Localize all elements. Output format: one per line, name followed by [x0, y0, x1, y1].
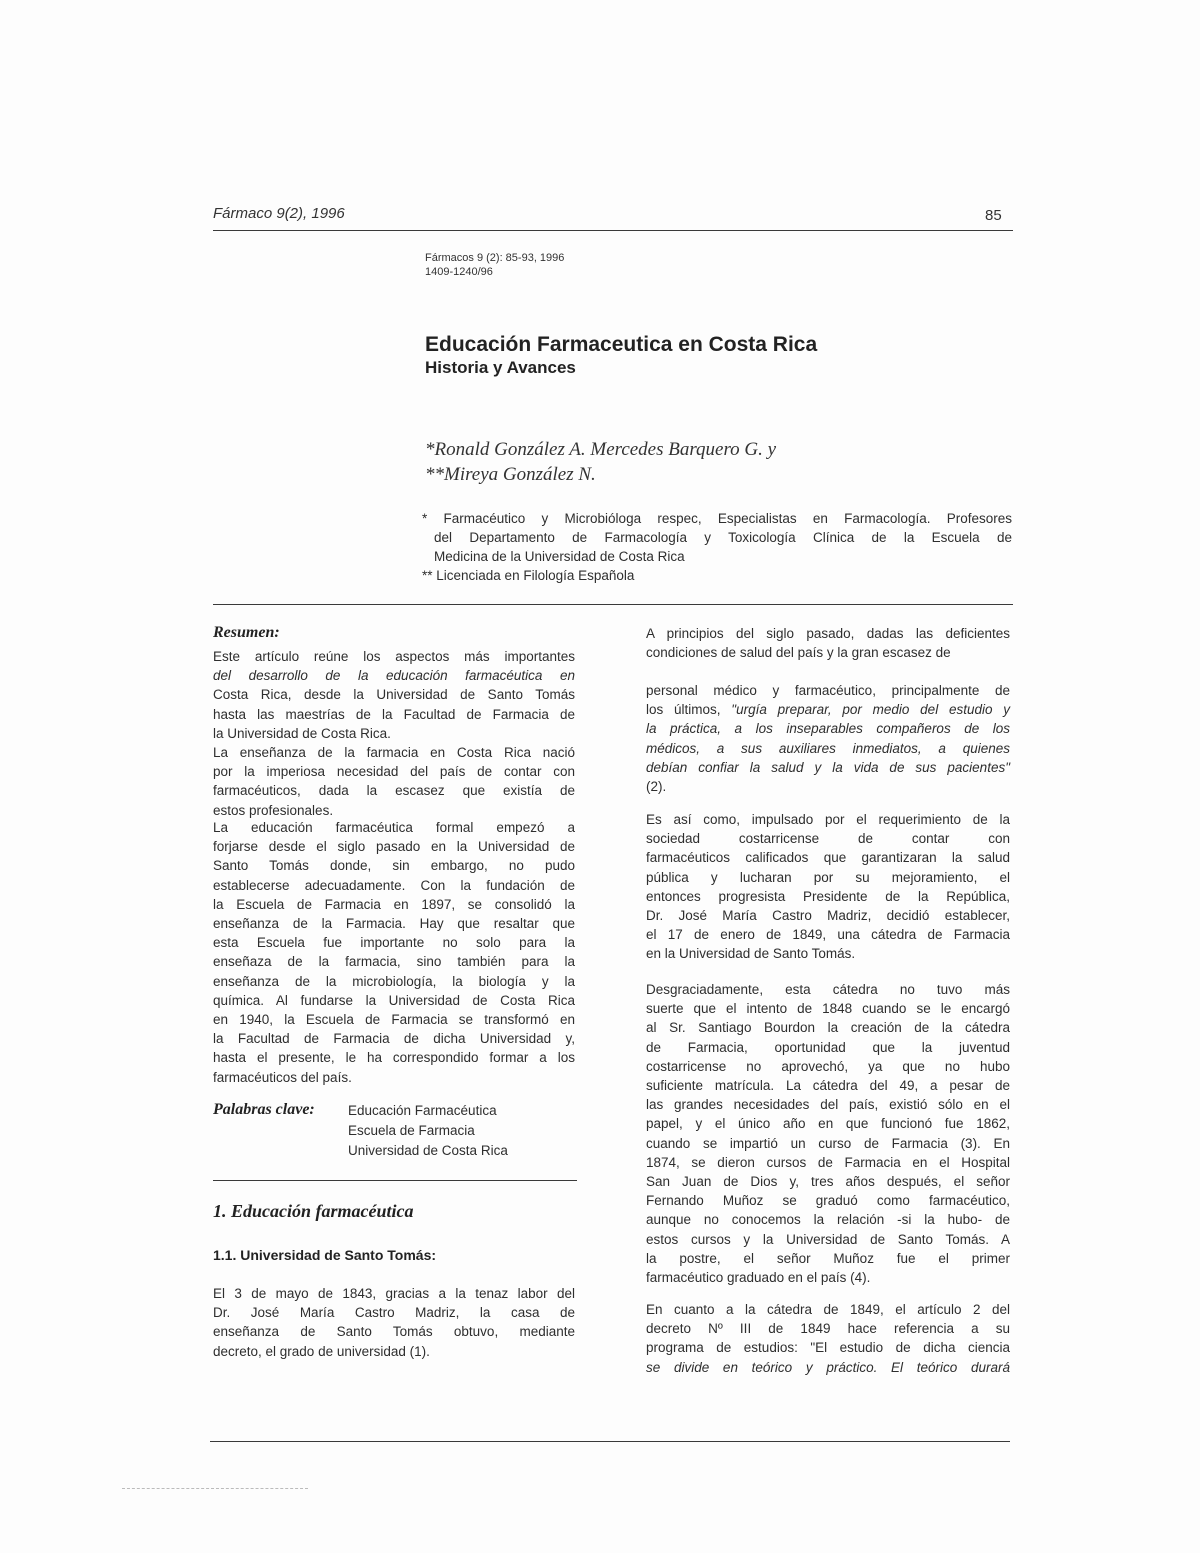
- section1-paragraph-1: [213, 1284, 575, 1361]
- text-line: en 1940, la Escuela de Farmacia se transformó en: [213, 1012, 575, 1028]
- text-line: Dr. José María Castro Madriz, decidió establecer,: [646, 908, 1010, 924]
- text-line: farmacéuticos, dada la escasez que existía de: [213, 783, 575, 799]
- article-subtitle: Historia y Avances: [425, 358, 576, 377]
- text-line: La enseñanza de la farmacia en Costa Rica nació: [213, 745, 575, 760]
- keyword-item: Escuela de Farmacia: [348, 1123, 475, 1138]
- text-line: enseñanza de Santo Tomás obtuvo, mediante: [213, 1324, 575, 1340]
- keywords-label: Palabras clave:: [213, 1101, 315, 1118]
- text-line: al Sr. Santiago Bourdon la creación de la cátedra: [646, 1020, 1010, 1036]
- section-divider: [213, 604, 1013, 605]
- text-line: en la Universidad de Santo Tomás.: [646, 946, 856, 962]
- affiliation-block: [422, 509, 1012, 585]
- text-line: forjarse desde el siglo pasado en la Universidad de: [213, 839, 575, 855]
- quote-line: debían confiar la salud y la vida de sus pacientes": [646, 759, 1010, 775]
- text-line: hasta el presente, le ha correspondido formar a los: [213, 1050, 575, 1066]
- keywords-list: [348, 1101, 508, 1161]
- text-line: Santo Tomás donde, sin embargo, no pudo: [213, 858, 575, 874]
- text-line: farmacéutico graduado en el país (4).: [646, 1270, 871, 1286]
- affiliation-line: * Farmacéutico y Microbióloga respec, Especialistas en Farmacología. Profesores: [422, 511, 1012, 526]
- abstract-paragraph-3: [213, 818, 575, 1087]
- keyword-item: Universidad de Costa Rica: [348, 1143, 508, 1158]
- header-rule: [213, 230, 1013, 231]
- text-line: las grandes necesidades del país, existió sólo en el: [646, 1097, 1010, 1113]
- text-line: 1874, se dieron cursos de Farmacia en el Hospital: [646, 1154, 1010, 1170]
- text-line: se divide en teórico y práctico. El teórico durará: [646, 1359, 1010, 1375]
- text-line: San Juan de Dios y, tres años después, el señor: [646, 1174, 1010, 1190]
- affiliation-secondary: ** Licenciada en Filología Española: [422, 568, 635, 583]
- publication-info: [425, 251, 564, 279]
- text-line: la Facultad de Farmacia de dicha Universidad y,: [213, 1031, 575, 1047]
- text-line: esta Escuela fue importante no solo para la: [213, 935, 575, 951]
- text-line: aunque no conocemos la relación -si la hubo- de: [646, 1212, 1010, 1228]
- text-line: del desarrollo de la educación farmacéutica en: [213, 668, 575, 684]
- text-line: hasta las maestrías de la Facultad de Farmacia de: [213, 706, 575, 722]
- text-line: enseñanza de la Farmacia. Hay que resaltar que: [213, 916, 575, 932]
- text-line: En cuanto a la cátedra de 1849, el artículo 2 del: [646, 1302, 1010, 1317]
- text-line: condiciones de salud del país y la gran escasez de: [646, 645, 951, 661]
- affiliation-line: del Departamento de Farmacología y Toxicología Clínica de la Escuela de: [434, 530, 1012, 545]
- abstract-paragraph-1: [213, 647, 575, 743]
- text-line: la Universidad de Costa Rica.: [213, 725, 391, 741]
- text-line: sociedad costarricense de contar con: [646, 831, 1010, 847]
- text-line: Este artículo reúne los aspectos más importantes: [213, 649, 575, 664]
- text-line: decreto Nº III de 1849 hace referencia a su: [646, 1321, 1010, 1337]
- text-line: personal médico y farmacéutico, principalmente de: [646, 683, 1010, 698]
- footer-rule: [210, 1441, 1010, 1442]
- quote-fragment: "urgía preparar, por medio del estudio y: [731, 702, 1010, 718]
- issn: 1409-1240/96: [425, 266, 493, 278]
- right-paragraph-2: [646, 681, 1010, 796]
- text-line: estos profesionales.: [213, 802, 334, 818]
- abstract-paragraph-2: [213, 743, 575, 820]
- text-line: La educación farmacéutica formal empezó a: [213, 820, 575, 835]
- text-line: suficiente matrícula. La cátedra del 49, a pesar de: [646, 1078, 1010, 1094]
- text-line: por la imperiosa necesidad del país de contar con: [213, 764, 575, 780]
- text-line: A principios del siglo pasado, dadas las deficientes: [646, 626, 1010, 641]
- text-line: de Farmacia, oportunidad que la juventud: [646, 1039, 1010, 1055]
- text-line: la postre, el señor Muñoz fue el primer: [646, 1250, 1010, 1266]
- reference: (2).: [646, 779, 667, 795]
- text-line: costarricense no aprovechó, ya que no hubo: [646, 1058, 1010, 1074]
- text-line: Costa Rica, desde la Universidad de Santo Tomás: [213, 687, 575, 703]
- text-line: estos cursos y la Universidad de Santo Tomás. A: [646, 1231, 1010, 1247]
- right-paragraph-5: [646, 1300, 1010, 1377]
- scan-artifact-line: [122, 1488, 308, 1489]
- text-line: establecerse adecuadamente. Con la fundación de: [213, 877, 575, 893]
- page-number: 85: [985, 207, 1002, 224]
- text-line: enseñanza de la microbiología, la biología y la: [213, 973, 575, 989]
- text-line: Fernando Muñoz se graduó como farmacéutico,: [646, 1193, 1010, 1209]
- text-line: pública y lucharan por su mejoramiento, el: [646, 869, 1010, 885]
- keywords-divider: [213, 1180, 577, 1181]
- authors: [425, 437, 776, 487]
- text-line: el 17 de enero de 1849, una cátedra de Farmacia: [646, 927, 1010, 943]
- quote-line: médicos, a sus auxiliares inmediatos, a quienes: [646, 740, 1010, 756]
- section-title: 1. Educación farmacéutica: [213, 1201, 414, 1221]
- text-line: suerte que el intento de 1848 cuando se le encargó: [646, 1001, 1010, 1017]
- keyword-item: Educación Farmacéutica: [348, 1103, 497, 1118]
- text-line: Desgraciadamente, esta cátedra no tuvo más: [646, 982, 1010, 997]
- subsection-title: 1.1. Universidad de Santo Tomás:: [213, 1247, 437, 1263]
- citation: Fármacos 9 (2): 85-93, 1996: [425, 252, 565, 264]
- text-line: papel, y el único año en que funcionó fue 1862,: [646, 1116, 1010, 1132]
- right-paragraph-3: [646, 810, 1010, 964]
- article-title: Educación Farmaceutica en Costa Rica: [425, 333, 818, 356]
- text-line: enseñaza de la farmacia, sino también para la: [213, 954, 575, 970]
- authors-line-2: **Mireya González N.: [425, 464, 596, 485]
- text-line: química. Al fundarse la Universidad de Costa Rica: [213, 992, 575, 1008]
- running-header-journal: Fármaco 9(2), 1996: [213, 205, 345, 222]
- text-line: decreto, el grado de universidad (1).: [213, 1343, 430, 1359]
- text-line: programa de estudios: "El estudio de dicha ciencia: [646, 1340, 1010, 1356]
- right-paragraph-4: [646, 980, 1010, 1287]
- authors-line-1: *Ronald González A. Mercedes Barquero G. y: [425, 439, 777, 460]
- text-line: entonces progresista Presidente de la República,: [646, 888, 1010, 904]
- text-line: la Escuela de Farmacia en 1897, se consolidó la: [213, 896, 575, 912]
- text-line: Es así como, impulsado por el requerimiento de la: [646, 812, 1010, 827]
- text-line: farmacéuticos calificados que garantizaran la salud: [646, 850, 1010, 866]
- abstract-heading: Resumen:: [213, 624, 280, 641]
- text-fragment: los últimos,: [646, 702, 732, 718]
- affiliation-line: Medicina de la Universidad de Costa Rica: [434, 549, 685, 564]
- text-line: El 3 de mayo de 1843, gracias a la tenaz labor del: [213, 1286, 575, 1301]
- right-paragraph-1: [646, 624, 1010, 662]
- text-line: farmacéuticos del país.: [213, 1069, 352, 1085]
- quote-line: la práctica, a los inseparables compañeros de los: [646, 721, 1010, 737]
- text-line: cuando se impartió un curso de Farmacia (3). En: [646, 1135, 1010, 1151]
- text-line: Dr. José María Castro Madriz, la casa de: [213, 1305, 575, 1321]
